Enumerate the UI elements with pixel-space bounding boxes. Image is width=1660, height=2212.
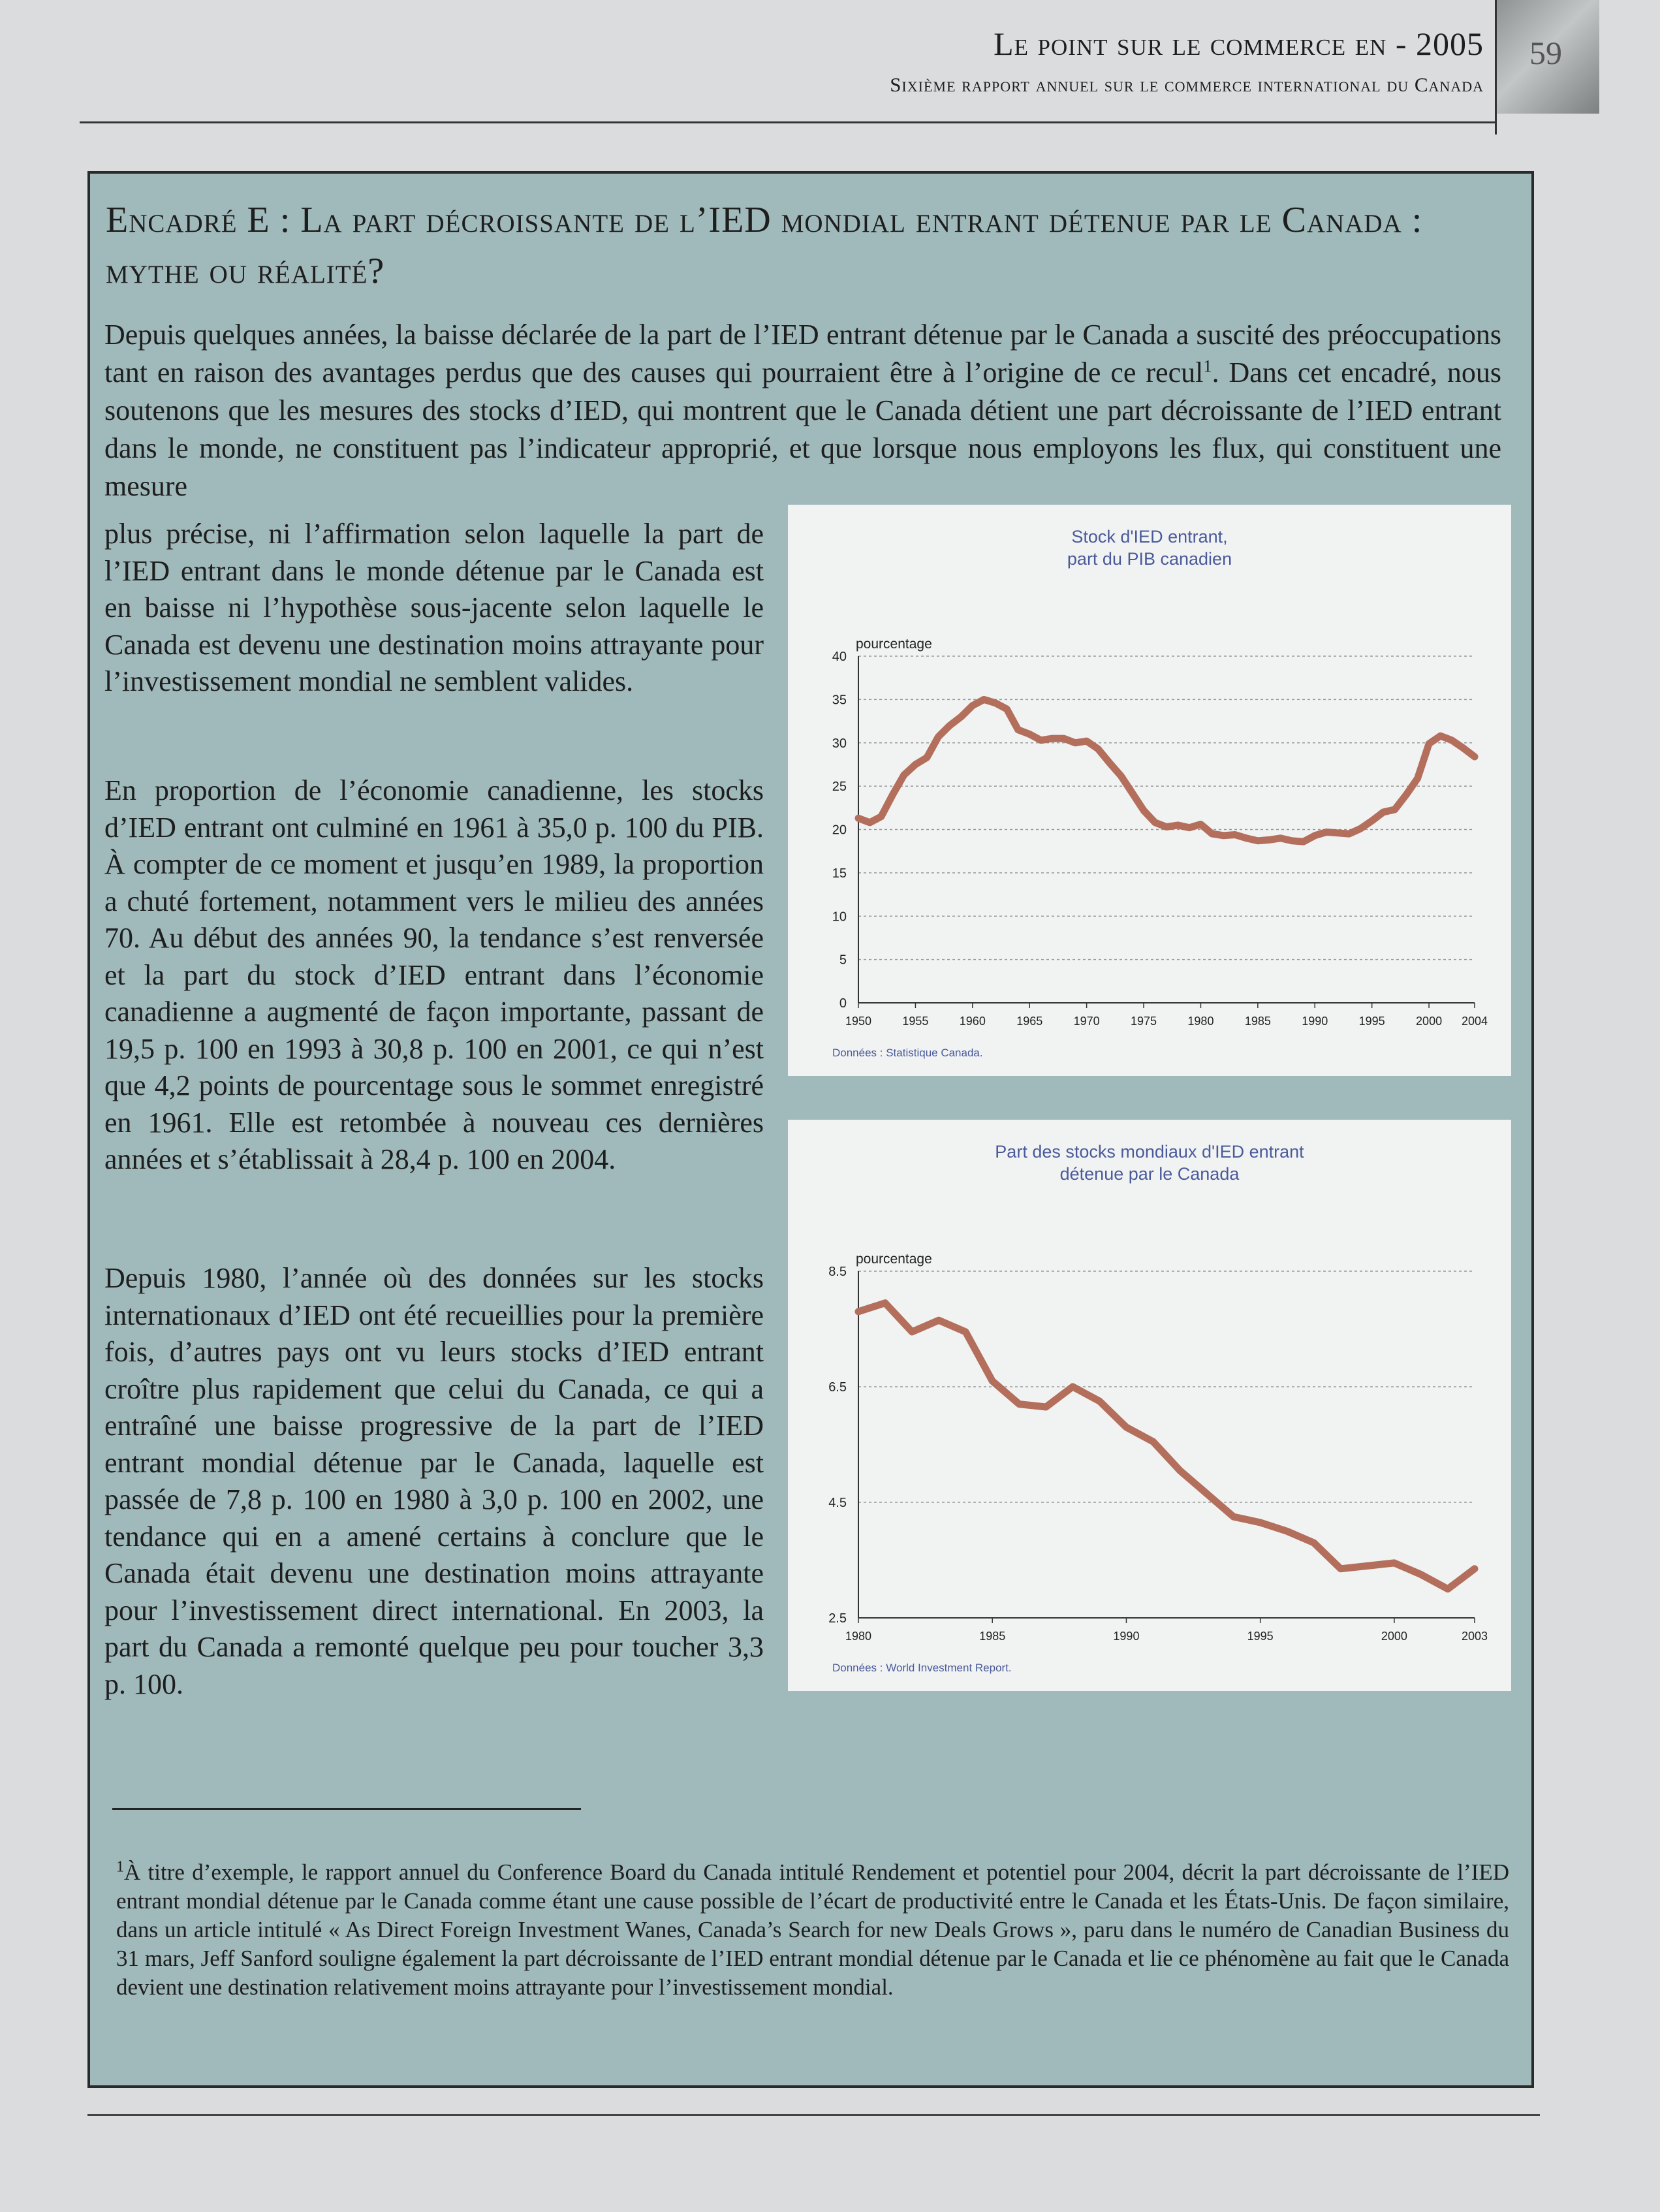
paragraph-2: En proportion de l’économie canadienne, les stocks d’IED entrant ont culminé en 1961 à 35,0 p. 100 du PIB. À compter de ce moment et jusqu’en 1989, la proportion a chuté fortement, notamment vers le milieu des années 70. Au début des années 90, la tendance s’est renversée et la part du stock d’IED entrant dans l’économie canadienne a augmenté de façon importante, passant de 19,5 p. 100 en 1993 à 30,8 p. 100 en 2001, ce qui n’est que 4,2 points de pourcentage sous le sommet enregistré en 1961. Elle est retombée à nouveau ces dernières années et s’établissait à 28,4 p. 100 en 2004. bbox=[104, 774, 764, 1175]
x-tick-label: 1960 bbox=[959, 1015, 986, 1028]
chart-world-fdi-share bbox=[788, 1120, 1511, 1691]
x-tick-label: 1965 bbox=[1016, 1015, 1043, 1028]
chart-source: Données : World Investment Report. bbox=[832, 1662, 1012, 1674]
intro-paragraph bbox=[104, 316, 1501, 505]
x-tick-label: 1990 bbox=[1302, 1015, 1328, 1028]
y-tick-label: 35 bbox=[832, 693, 847, 708]
page-number: 59 bbox=[1529, 35, 1562, 71]
y-tick-label: 0 bbox=[839, 996, 847, 1011]
running-header-title: Le point sur le commerce en - 2005 bbox=[994, 25, 1484, 62]
paragraph-1-continued: plus précise, ni l’affirmation selon laquelle la part de l’IED entrant dans le monde détenue par le Canada est en baisse ni l’hypothèse sous-jacente selon laquelle le Canada est devenu une destination moins attrayante pour l’investissement mondial ne semblent valides. bbox=[104, 518, 764, 697]
x-tick-label: 1985 bbox=[979, 1630, 1006, 1643]
footnote-text: À titre d’exemple, le rapport annuel du Conference Board du Canada intitulé Rendement et potentiel pour 2004, décrit la part décroissante de l’IED entrant mondial détenue par le Canada comme étant une cause possible de l’écart de productivité entre le Canada et les États-Unis. De façon similaire, dans un article intitulé « As Direct Foreign Investment Wanes, Canada’s Search for new Deals Grows », paru dans le numéro de Canadian Business du 31 mars, Jeff Sanford souligne également la part décroissante de l’IED entrant mondial détenue par le Canada et lie ce phénomène au fait que le Canada devient une destination relativement moins attrayante pour l’investissement mondial. bbox=[116, 1859, 1509, 2000]
x-tick-label: 1950 bbox=[845, 1015, 872, 1028]
y-tick-label: 6.5 bbox=[828, 1380, 847, 1395]
box-title: Encadré E : La part décroissante de l’IED mondial entrant détenue par le Canada : mythe ou réalité? bbox=[106, 200, 1423, 291]
chart-fdi-stock-gdp bbox=[788, 505, 1511, 1076]
x-tick-label: 1980 bbox=[1187, 1015, 1214, 1028]
intro-text: Depuis quelques années, la baisse déclarée de la part de l’IED entrant détenue par le Canada a suscité des préoccupations tant en raison des avantages perdus que des causes qui pourraient être à l’origine de ce recul bbox=[104, 319, 1501, 388]
chart-source: Données : Statistique Canada. bbox=[832, 1047, 983, 1059]
x-tick-label: 1980 bbox=[845, 1630, 872, 1643]
footnote-ref: 1 bbox=[1203, 356, 1212, 376]
series-line bbox=[858, 1303, 1475, 1589]
header-rule bbox=[80, 121, 1496, 123]
paragraph-3: Depuis 1980, l’année où des données sur les stocks internationaux d’IED ont été recueillies pour la première fois, d’autres pays ont vu leurs stocks d’IED entrant croître plus rapidement que celui du Canada, ce qui a entraîné une baisse progressive de la part de l’IED entrant mondial détenue par le Canada, laquelle est passée de 7,8 p. 100 en 1980 à 3,0 p. 100 en 2002, une tendance qui en a amené certains à conclure que le Canada était devenu une destination moins attrayante pour l’investissement direct international. En 2003, la part du Canada a remonté quelque peu pour toucher 3,3 p. 100. bbox=[104, 1262, 764, 1700]
y-tick-label: 30 bbox=[832, 736, 847, 751]
x-tick-label: 1985 bbox=[1244, 1015, 1271, 1028]
footnote-marker: 1 bbox=[116, 1858, 124, 1876]
chart-world-fdi-share-svg bbox=[788, 1120, 1511, 1691]
chart-fdi-stock-gdp-svg bbox=[788, 505, 1511, 1076]
footnote-rule bbox=[112, 1808, 581, 1810]
y-axis-label: pourcentage bbox=[856, 637, 932, 652]
x-tick-label: 2003 bbox=[1461, 1630, 1488, 1643]
y-tick-label: 4.5 bbox=[828, 1496, 847, 1510]
y-tick-label: 5 bbox=[839, 953, 847, 968]
y-tick-label: 15 bbox=[832, 866, 847, 881]
footnote bbox=[116, 1858, 1509, 2002]
y-tick-label: 2.5 bbox=[828, 1611, 847, 1626]
x-tick-label: 2004 bbox=[1461, 1015, 1488, 1028]
x-tick-label: 1970 bbox=[1073, 1015, 1100, 1028]
chart-title-line: part du PIB canadien bbox=[1067, 549, 1232, 569]
running-header-subtitle: Sixième rapport annuel sur le commerce international du Canada bbox=[890, 73, 1484, 96]
chart-title-line: détenue par le Canada bbox=[1059, 1164, 1240, 1184]
x-tick-label: 1975 bbox=[1131, 1015, 1157, 1028]
x-tick-label: 2000 bbox=[1416, 1015, 1443, 1028]
y-axis-label: pourcentage bbox=[856, 1252, 932, 1267]
y-tick-label: 10 bbox=[832, 909, 847, 924]
intro-text-rest: . Dans cet encadré, nous soutenons que les mesures des stocks d’IED, qui montrent que le Canada détient une part décroissante de l’IED entrant dans le monde, ne constituent pas l’indicateur approprié, et que lorsque nous employons les flux, qui constituent une mesure bbox=[104, 356, 1502, 502]
x-tick-label: 1955 bbox=[902, 1015, 929, 1028]
x-tick-label: 2000 bbox=[1381, 1630, 1407, 1643]
y-tick-label: 20 bbox=[832, 823, 847, 838]
chart-title-line: Part des stocks mondiaux d'IED entrant bbox=[995, 1142, 1304, 1161]
chart-title-line: Stock d'IED entrant, bbox=[1071, 527, 1228, 546]
x-tick-label: 1995 bbox=[1358, 1015, 1385, 1028]
x-tick-label: 1995 bbox=[1247, 1630, 1274, 1643]
y-tick-label: 8.5 bbox=[828, 1265, 847, 1279]
x-tick-label: 1990 bbox=[1113, 1630, 1140, 1643]
y-tick-label: 40 bbox=[832, 650, 847, 664]
bottom-rule bbox=[87, 2114, 1540, 2116]
series-line bbox=[858, 699, 1475, 842]
y-tick-label: 25 bbox=[832, 780, 847, 795]
